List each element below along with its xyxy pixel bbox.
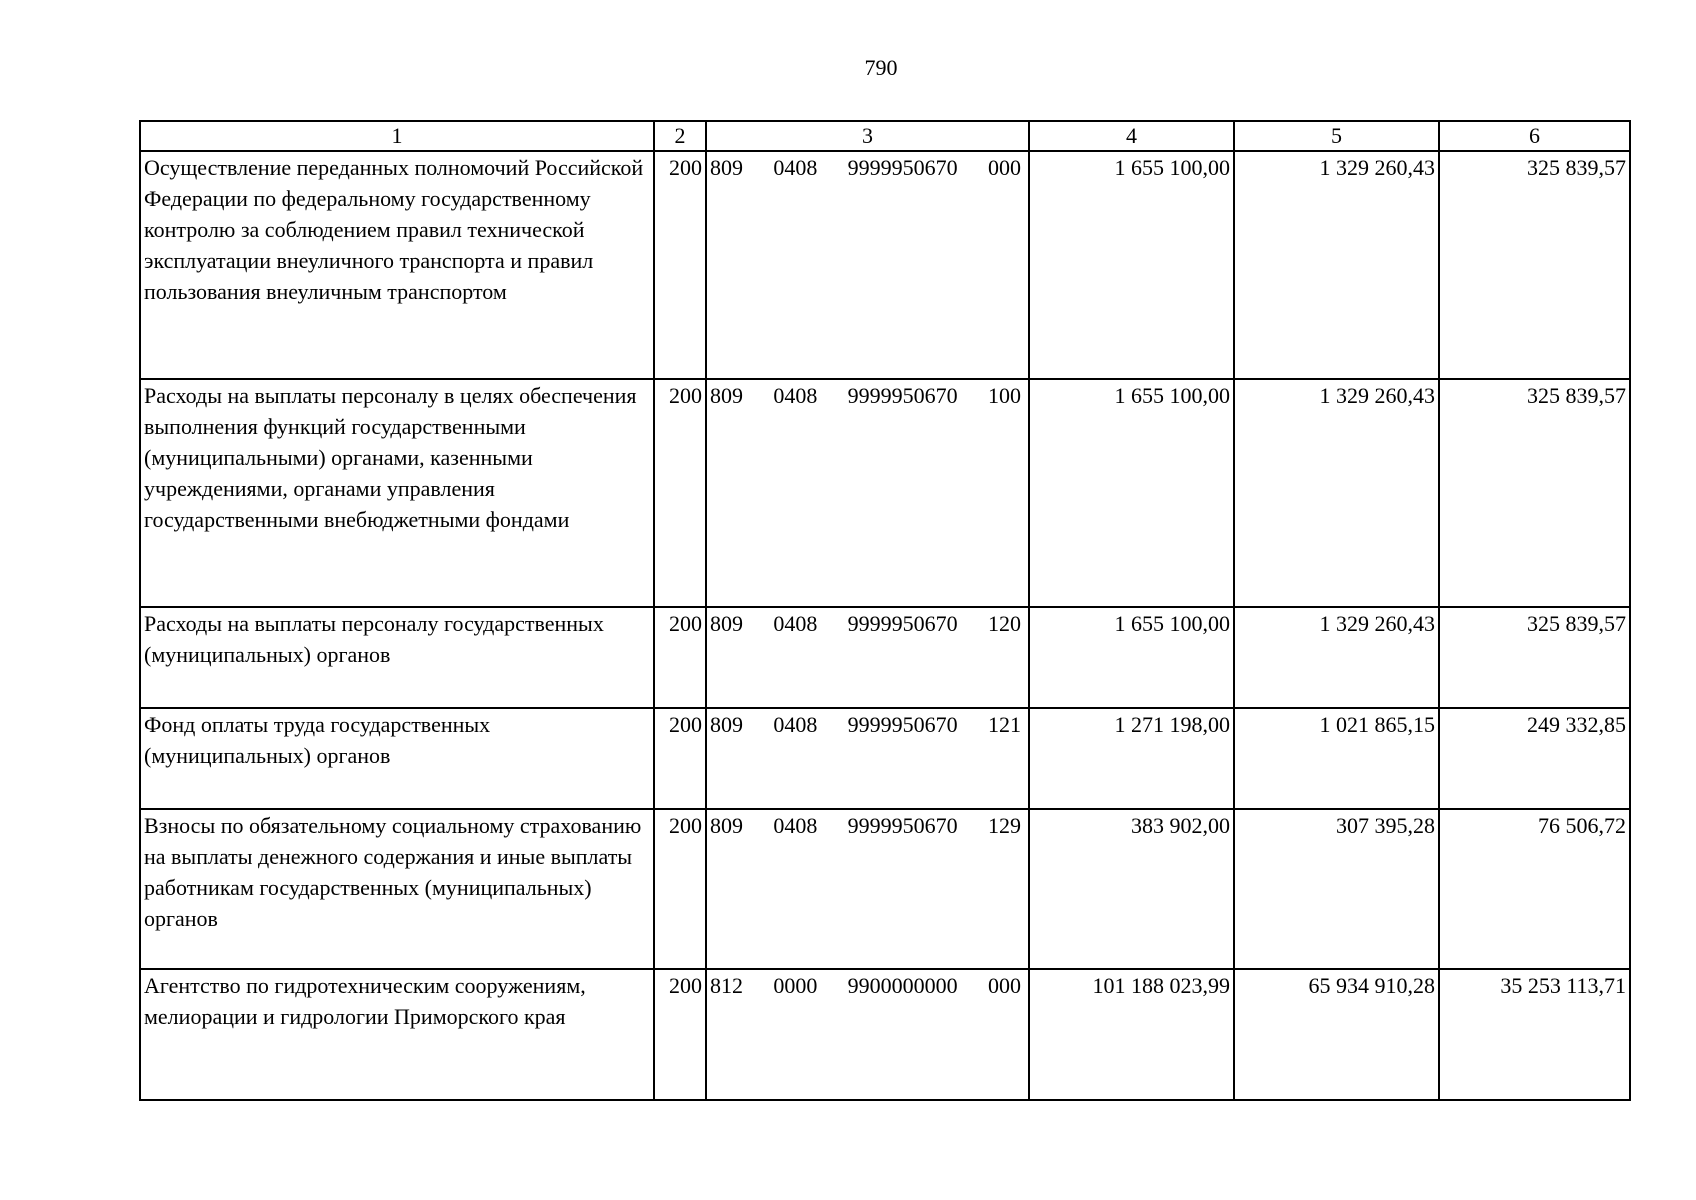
column-header: 4 [1029, 121, 1234, 151]
unexecuted-amount: 325 839,57 [1439, 151, 1630, 379]
expense-type-code: 121 [987, 712, 1021, 737]
expense-type-code: 129 [987, 813, 1021, 838]
target-code: 9999950670 [847, 712, 958, 737]
ministry-code: 809 [710, 383, 743, 408]
column-header: 3 [706, 121, 1029, 151]
approved-amount: 1 655 100,00 [1029, 151, 1234, 379]
expense-type-code: 000 [987, 973, 1021, 998]
ministry-code: 809 [710, 611, 743, 636]
row-name: Осуществление переданных полномочий Российской Федерации по федеральному государственному контролю за соблюдением правил технической эксплуатации внеуличного транспорта и правил пользования внеуличным транспортом [140, 151, 654, 379]
column-header: 2 [654, 121, 706, 151]
ministry-code: 812 [710, 973, 743, 998]
executed-amount: 1 329 260,43 [1234, 151, 1439, 379]
table-row [140, 809, 1630, 969]
approved-amount: 383 902,00 [1029, 809, 1234, 969]
target-code: 9999950670 [847, 611, 958, 636]
target-code: 9999950670 [847, 813, 958, 838]
table-header-row [140, 121, 1630, 151]
table-row [140, 708, 1630, 809]
row-budget-code [706, 809, 1029, 969]
unexecuted-amount: 325 839,57 [1439, 379, 1630, 607]
table-row [140, 151, 1630, 379]
ministry-code: 809 [710, 813, 743, 838]
unexecuted-amount: 76 506,72 [1439, 809, 1630, 969]
executed-amount: 65 934 910,28 [1234, 969, 1439, 1100]
column-header: 6 [1439, 121, 1630, 151]
row-admin-code: 200 [654, 379, 706, 607]
unexecuted-amount: 35 253 113,71 [1439, 969, 1630, 1100]
budget-table [139, 120, 1631, 1101]
row-budget-code [706, 151, 1029, 379]
expense-type-code: 000 [987, 155, 1021, 180]
target-code: 9999950670 [847, 155, 958, 180]
target-code: 9900000000 [847, 973, 958, 998]
section-code: 0408 [773, 155, 818, 180]
row-budget-code [706, 969, 1029, 1100]
page-number: 790 [864, 55, 898, 80]
row-name: Взносы по обязательному социальному страхованию на выплаты денежного содержания и иные выплаты работникам государственных (муниципальных) органов [140, 809, 654, 969]
expense-type-code: 120 [987, 611, 1021, 636]
section-code: 0408 [773, 813, 818, 838]
section-code: 0000 [773, 973, 818, 998]
table-row [140, 969, 1630, 1100]
ministry-code: 809 [710, 712, 743, 737]
row-admin-code: 200 [654, 969, 706, 1100]
table-row [140, 607, 1630, 708]
row-budget-code [706, 708, 1029, 809]
executed-amount: 307 395,28 [1234, 809, 1439, 969]
ministry-code: 809 [710, 155, 743, 180]
target-code: 9999950670 [847, 383, 958, 408]
row-name: Расходы на выплаты персоналу государственных (муниципальных) органов [140, 607, 654, 708]
section-code: 0408 [773, 611, 818, 636]
row-name: Агентство по гидротехническим сооружениям, мелиорации и гидрологии Приморского края [140, 969, 654, 1100]
approved-amount: 1 271 198,00 [1029, 708, 1234, 809]
executed-amount: 1 329 260,43 [1234, 379, 1439, 607]
unexecuted-amount: 249 332,85 [1439, 708, 1630, 809]
table-row [140, 379, 1630, 607]
approved-amount: 1 655 100,00 [1029, 607, 1234, 708]
row-budget-code [706, 607, 1029, 708]
row-name: Расходы на выплаты персоналу в целях обеспечения выполнения функций государственными (муниципальными) органами, казенными учреждениями, органами управления государственными внебюджетными фондами [140, 379, 654, 607]
expense-type-code: 100 [987, 383, 1021, 408]
section-code: 0408 [773, 383, 818, 408]
row-budget-code [706, 379, 1029, 607]
row-name: Фонд оплаты труда государственных (муниципальных) органов [140, 708, 654, 809]
unexecuted-amount: 325 839,57 [1439, 607, 1630, 708]
section-code: 0408 [773, 712, 818, 737]
row-admin-code: 200 [654, 708, 706, 809]
column-header: 1 [140, 121, 654, 151]
column-header: 5 [1234, 121, 1439, 151]
row-admin-code: 200 [654, 607, 706, 708]
executed-amount: 1 021 865,15 [1234, 708, 1439, 809]
approved-amount: 101 188 023,99 [1029, 969, 1234, 1100]
approved-amount: 1 655 100,00 [1029, 379, 1234, 607]
row-admin-code: 200 [654, 809, 706, 969]
row-admin-code: 200 [654, 151, 706, 379]
executed-amount: 1 329 260,43 [1234, 607, 1439, 708]
